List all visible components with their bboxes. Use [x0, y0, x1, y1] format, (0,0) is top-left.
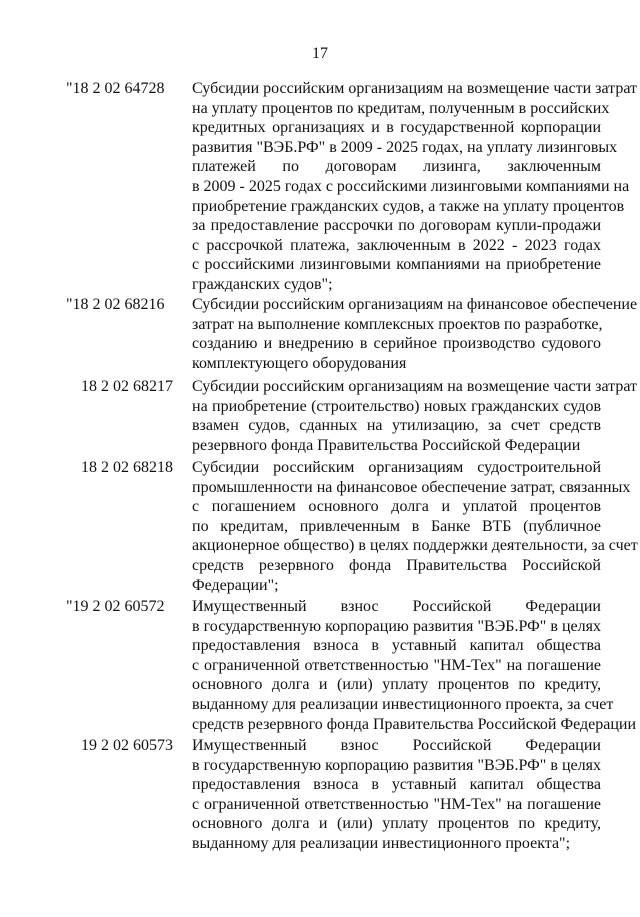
- description-line: выданному для реализации инвестиционного проекта, за счет: [192, 695, 614, 713]
- description-line: Субсидии российским организациям на возмещение части затрат: [192, 80, 637, 97]
- description-line: затрат на выполнение комплексных проектов по разработке,: [192, 315, 603, 333]
- budget-code: 18 2 02 68218: [81, 459, 173, 476]
- description-line: приобретение гражданских судов, а также на уплату процентов: [192, 197, 625, 215]
- description-line: комплектующего оборудования: [192, 354, 407, 372]
- description-line: Имущественный взнос Российской Федерации: [192, 737, 601, 754]
- entry-description: [192, 377, 637, 455]
- description-line: созданию и внедрению в серийное производство судового: [192, 335, 601, 353]
- budget-code: "18 2 02 64728: [66, 80, 165, 97]
- entry-description: [192, 79, 637, 295]
- description-line: в 2009 - 2025 годах с российскими лизинговыми компаниями на: [192, 177, 630, 195]
- budget-code: 19 2 02 60573: [81, 737, 173, 754]
- description-line: основного долга и (или) уплату процентов по кредиту,: [192, 676, 601, 694]
- budget-code: 18 2 02 68217: [81, 378, 173, 395]
- description-line: средств резервного фонда Правительства Российской Федерации: [192, 715, 637, 733]
- description-line: развития "ВЭБ.РФ" в 2009 - 2025 годах, на уплату лизинговых: [192, 138, 618, 156]
- description-line: Субсидии российским организациям судостроительной: [192, 459, 601, 476]
- description-line: в государственную корпорацию развития "ВЭБ.РФ" в целях: [192, 617, 601, 635]
- description-line: на уплату процентов по кредитам, полученным в российских: [192, 99, 610, 117]
- description-line: с ограниченной ответственностью "НМ-Тех" на погашение: [192, 656, 601, 674]
- description-line: с российскими лизинговыми компаниями на приобретение: [192, 256, 601, 274]
- entry-description: [192, 736, 601, 854]
- entry-description: [192, 597, 637, 734]
- entry-description: [192, 295, 638, 373]
- description-line: промышленности на финансовое обеспечение затрат, связанных: [192, 478, 631, 496]
- description-line: предоставления взноса в уставный капитал общества: [192, 776, 601, 794]
- description-line: кредитных организациях и в государственной корпорации: [192, 119, 601, 137]
- description-line: Федерации";: [192, 576, 279, 594]
- description-line: на приобретение (строительство) новых гражданских судов: [192, 397, 601, 415]
- description-line: Имущественный взнос Российской Федерации: [192, 598, 601, 615]
- budget-code: "18 2 02 68216: [66, 296, 165, 313]
- description-line: предоставления взноса в уставный капитал общества: [192, 637, 601, 655]
- description-line: выданному для реализации инвестиционного проекта";: [192, 834, 571, 852]
- description-line: основного долга и (или) уплату процентов по кредиту,: [192, 815, 601, 833]
- description-line: за предоставление рассрочки по договорам купли-продажи: [192, 217, 601, 235]
- description-line: резервного фонда Правительства Российской Федерации: [192, 436, 581, 454]
- description-line: гражданских судов";: [192, 275, 333, 293]
- description-line: с рассрочкой платежа, заключенным в 2022 - 2023 годах: [192, 236, 601, 254]
- description-line: средств резервного фонда Правительства Российской: [192, 556, 601, 574]
- description-line: Субсидии российским организациям на финансовое обеспечение: [192, 296, 638, 313]
- page-number: 17: [312, 45, 328, 62]
- description-line: акционерное общество) в целях поддержки деятельности, за счет: [192, 537, 638, 555]
- entry-description: [192, 458, 638, 595]
- description-line: в государственную корпорацию развития "ВЭБ.РФ" в целях: [192, 756, 601, 774]
- description-line: взамен судов, сданных на утилизацию, за счет средств: [192, 417, 601, 435]
- description-line: Субсидии российским организациям на возмещение части затрат: [192, 378, 637, 395]
- budget-code: "19 2 02 60572: [66, 598, 165, 615]
- description-line: платежей по договорам лизинга, заключенным: [192, 158, 601, 176]
- description-line: по кредитам, привлеченным в Банке ВТБ (публичное: [192, 517, 601, 535]
- description-line: с погашением основного долга и уплатой процентов: [192, 498, 601, 516]
- description-line: с ограниченной ответственностью "НМ-Тех" на погашение: [192, 795, 601, 813]
